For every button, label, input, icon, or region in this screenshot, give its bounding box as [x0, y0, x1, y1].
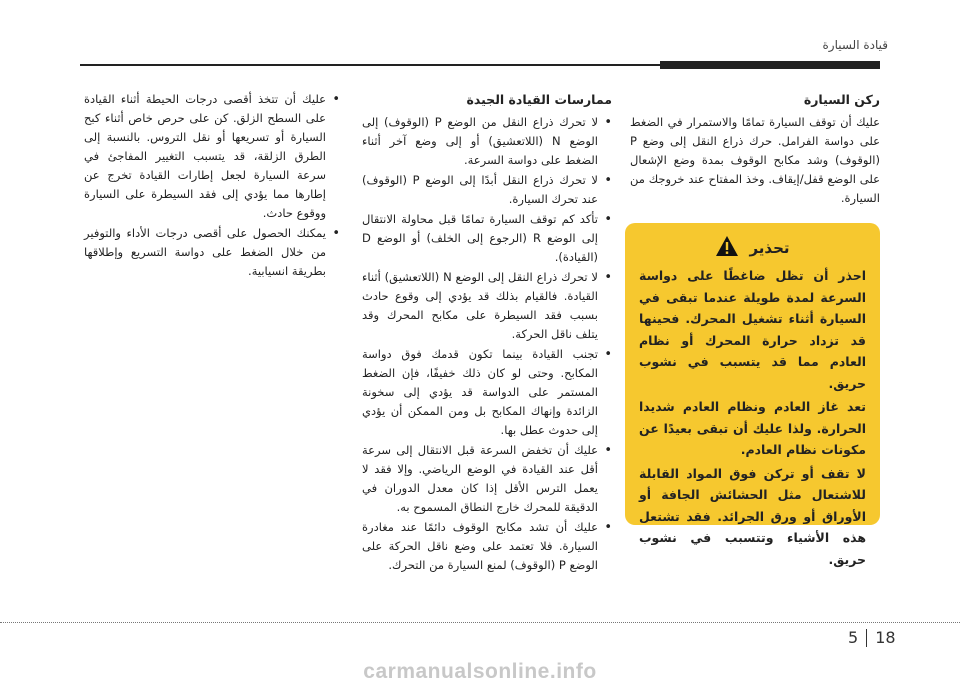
left-column	[84, 90, 340, 282]
parking-paragraph: عليك أن توقف السيارة تمامًا والاستمرار في الضغط على دواسة الفرامل. حرك ذراع النقل إلى وضع P (الوقوف) وشد مكابح الوقوف بمدة وضع الإشعال على الوضع قفل/إيقاف. وخذ المفتاح عند خروجك من السيارة.	[630, 115, 880, 205]
list-item: • لا تحرك ذراع النقل إلى الوضع N (اللاتعشيق) أثناء القيادة. فالقيام بذلك قد يؤدي إلى وقوع حادث بسبب فقد السيطرة على مكابح المحرك وقد يتلف ناقل الحركة.	[362, 268, 612, 344]
list-item: • تجنب القيادة بينما تكون قدمك فوق دواسة المكابح. وحتى لو كان ذلك خفيفًا، فإن الضغط المستمر على الدواسة قد يؤدي إلى سخونة الزائدة وإنهاك المكابح بل ومن الممكن أن يؤدي إلى حدوث عطل بها.	[362, 345, 612, 440]
warning-paragraph: لا تقف أو تركن فوق المواد القابلة للاشتعال مثل الحشائش الجافة أو الأوراق أو ورق الجرائد. فقد تشتعل هذه الأشياء وتتسبب في نشوب حريق.	[639, 465, 866, 567]
warning-box	[625, 223, 880, 567]
warning-text	[639, 265, 866, 570]
warning-paragraph: احذر أن تظل ضاغطًا على دواسة السرعة لمدة طويلة عندما تبقى في السيارة أثناء تشغيل المحرك. فحينها قد تزداد حرارة المحرك أو نظام العادم مما قد يتسبب في نشوب حريق.	[639, 268, 866, 391]
middle-column	[362, 90, 612, 576]
warning-triangle-icon	[715, 235, 739, 261]
page-number	[848, 628, 896, 647]
header-bar	[660, 61, 880, 69]
page-number-separator	[866, 629, 867, 647]
list-item: • لا تحرك ذراع النقل من الوضع P (الوقوف) إلى الوضع N (اللاتعشيق) أو إلى وضع آخر أثناء الضغط على دواسة السرعة.	[362, 113, 612, 170]
watermark: carmanualsonline.info	[363, 660, 597, 683]
page-number-value: 18	[875, 628, 896, 647]
warning-paragraph: تعد غاز العادم ونظام العادم شديدا الحرارة. ولذا عليك أن تبقى بعيدًا عن مكونات نظام العادم.	[639, 399, 866, 457]
right-column	[630, 90, 880, 208]
list-item: • يمكنك الحصول على أقصى درجات الأداء والتوفير من خلال الضغط على دواسة التسريع وإطلاقها بطريقة انسيابية.	[84, 224, 340, 281]
good-practices-list	[362, 113, 612, 575]
header-title: قيادة السيارة	[822, 38, 888, 52]
list-item: • لا تحرك ذراع النقل أبدًا إلى الوضع P (الوقوف) عند تحرك السيارة.	[362, 171, 612, 209]
warning-title: تحذير	[749, 239, 790, 257]
warning-header	[639, 235, 866, 261]
section-heading-parking: ركن السيارة	[803, 92, 880, 107]
footer-rule	[0, 622, 960, 623]
section-number: 5	[848, 628, 859, 647]
list-item: • عليك أن تخفض السرعة قبل الانتقال إلى سرعة أقل عند القيادة في الوضع الرياضي. وإلا فقد لا يعمل الترس الأقل إذا كان معدل الدوران في الدقيقة للمحرك خارج النطاق المسموح به.	[362, 441, 612, 517]
list-item: • عليك أن تتخذ أقصى درجات الحيطة أثناء القيادة على السطح الزلق. كن على حرص خاص أثناء كبح السيارة أو تسريعها أو نقل التروس. بالنسبة إلى الطرق الزلقة، قد يتسبب التغيير المفاجئ في سرعة السيارة لجعل إطارات القيادة تخرج عن إطارها مما يؤدي إلى فقد السيطرة على السيارة ووقوع حادث.	[84, 90, 340, 223]
driving-tips-list	[84, 90, 340, 281]
list-item: • تأكد كم توقف السيارة تمامًا قبل محاولة الانتقال إلى الوضع R (الرجوع إلى الخلف) أو الوضع D (القيادة).	[362, 210, 612, 267]
section-heading-good-practices: ممارسات القيادة الجيدة	[466, 92, 612, 107]
list-item: • عليك أن تشد مكابح الوقوف دائمًا عند مغادرة السيارة. فلا تعتمد على وضع ناقل الحركة على الوضع P (الوقوف) لمنع السيارة من التحرك.	[362, 518, 612, 575]
